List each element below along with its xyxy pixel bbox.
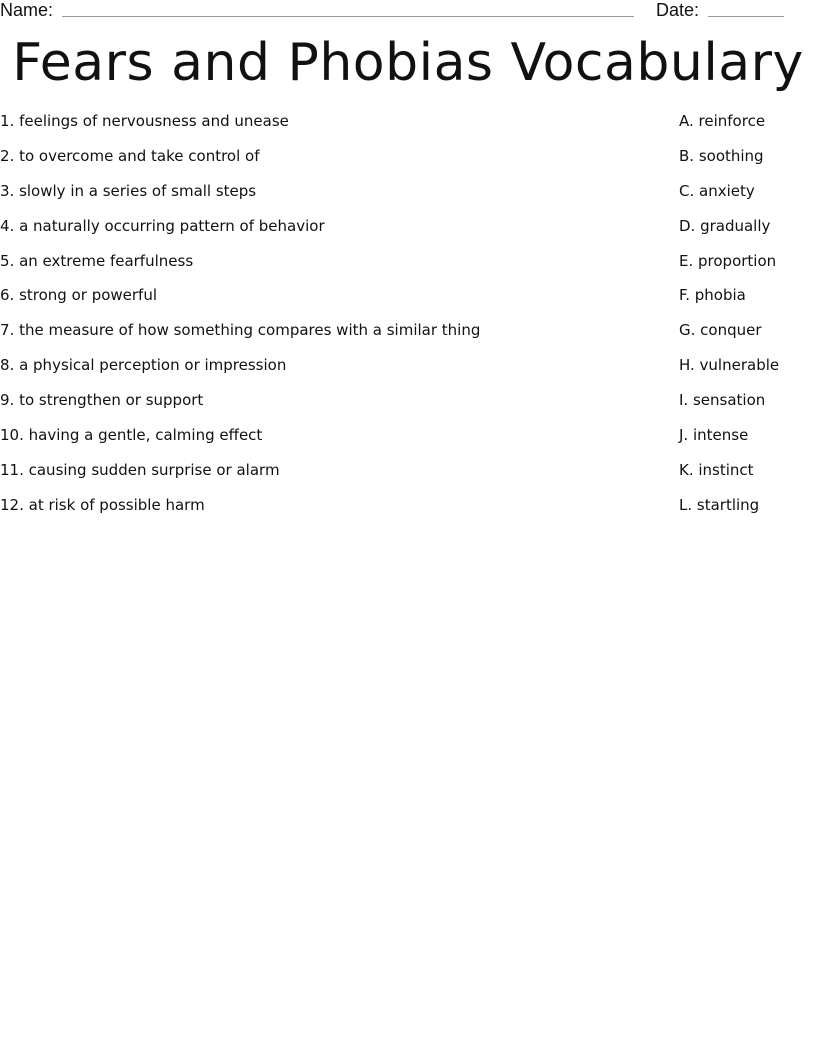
answer-choice: F. phobia	[679, 286, 746, 305]
clue-text: 12. at risk of possible harm	[0, 495, 205, 514]
matching-row	[0, 215, 816, 250]
matching-list	[0, 110, 816, 529]
matching-row	[0, 354, 816, 389]
answer-choice: C. anxiety	[679, 181, 755, 200]
matching-row	[0, 494, 816, 529]
clue-text: 2. to overcome and take control of	[0, 146, 260, 165]
worksheet-title: Fears and Phobias Vocabulary	[12, 33, 804, 93]
answer-choice: D. gradually	[679, 216, 771, 235]
date-blank-line	[708, 16, 784, 17]
answer-choice: H. vulnerable	[679, 356, 780, 375]
answer-choice: L. startling	[679, 495, 760, 514]
header-line	[0, 0, 816, 24]
clue-text: 11. causing sudden surprise or alarm	[0, 460, 280, 479]
matching-row	[0, 424, 816, 459]
matching-row	[0, 110, 816, 145]
date-label: Date:	[656, 0, 700, 20]
answer-choice: B. soothing	[679, 146, 764, 165]
name-label: Name:	[0, 0, 54, 20]
clue-text: 10. having a gentle, calming effect	[0, 426, 263, 445]
clue-text: 1. feelings of nervousness and unease	[0, 112, 289, 130]
matching-row	[0, 319, 816, 354]
answer-choice: A. reinforce	[679, 112, 766, 130]
matching-row	[0, 250, 816, 285]
answer-choice: J. intense	[679, 426, 749, 445]
answer-choice: I. sensation	[679, 391, 766, 410]
clue-text: 8. a physical perception or impression	[0, 356, 287, 375]
clue-text: 6. strong or powerful	[0, 286, 158, 305]
matching-row	[0, 180, 816, 215]
clue-text: 9. to strengthen or support	[0, 391, 204, 410]
matching-row	[0, 145, 816, 180]
name-blank-line	[62, 16, 634, 17]
answer-choice: K. instinct	[679, 460, 754, 479]
clue-text: 4. a naturally occurring pattern of behavior	[0, 216, 325, 235]
clue-text: 5. an extreme fearfulness	[0, 251, 194, 270]
matching-row	[0, 459, 816, 494]
clue-text: 7. the measure of how something compares with a similar thing	[0, 321, 481, 340]
matching-row	[0, 389, 816, 424]
matching-row	[0, 284, 816, 319]
answer-choice: E. proportion	[679, 251, 777, 270]
clue-text: 3. slowly in a series of small steps	[0, 181, 257, 200]
answer-choice: G. conquer	[679, 321, 762, 340]
